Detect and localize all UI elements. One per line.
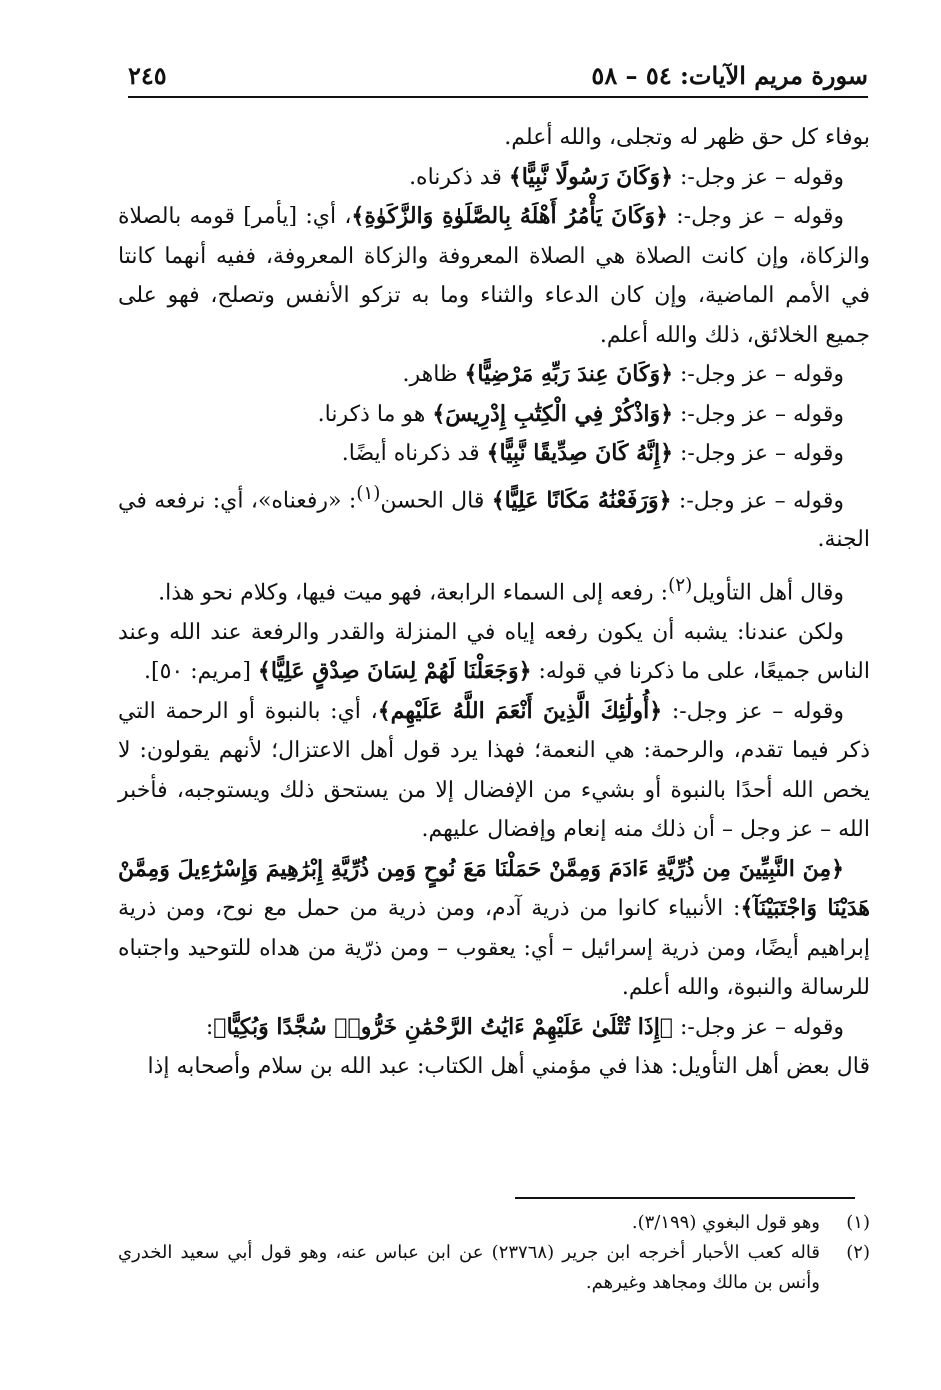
footnotes — [118, 1208, 870, 1298]
quran-verse: ﴿مِنَ النَّبِيِّينَ مِن ذُرِّيَّةِ ءَادَمَ وَمِمَّنْ حَمَلْنَا مَعَ نُوحٍ وَمِن ذُرِّيَّةِ إِبْرَٰهِيمَ وَإِسْرَٰٓءِيلَ وَمِمَّنْ هَدَيْنَا وَاجْتَبَيْنَآ﴾ — [118, 855, 870, 922]
main-text — [118, 118, 870, 1087]
paragraph: وقوله – عز وجل-: ﴿وَرَفَعْنَٰهُ مَكَانًا عَلِيًّا﴾ قال الحسن$^{(١)}$: «رفعناه»، أي: نرفعه في الجنة. — [118, 482, 870, 553]
page-number: ٢٤٥ — [128, 61, 167, 90]
surah-title: سورة مريم الآيات: ٥٤ – ٥٨ — [591, 61, 868, 90]
paragraph: وقوله – عز وجل-: ﴿إِذَا تُتْلَىٰ عَلَيْهِمْ ءَايَٰتُ الرَّحْمَٰنِ خَرُّوا۟ سُجَّدًا وَبُكِيًّا﴾: — [205, 1013, 844, 1040]
paragraph: وقوله – عز وجل-: ﴿وَكَانَ يَأْمُرُ أَهْلَهُ بِالصَّلَوٰةِ وَالزَّكَوٰةِ﴾، أي: [يأمر] قومه بالصلاة والزكاة، وإن كانت الصلاة هي الصلاة المعروفة والزكاة المعروفة، ففيه أنهما كانتا في الأمم الماضية، وإن كان الدعاء والثناء وما به تزكو الأنفس وتصلح، فهو على جميع الخلائق، ذلك والله أعلم. — [118, 203, 870, 348]
paragraph: ﴿مِنَ النَّبِيِّينَ مِن ذُرِّيَّةِ ءَادَمَ وَمِمَّنْ حَمَلْنَا مَعَ نُوحٍ وَمِن ذُرِّيَّةِ إِبْرَٰهِيمَ وَإِسْرَٰٓءِيلَ وَمِمَّنْ هَدَيْنَا وَاجْتَبَيْنَآ﴾: الأنبياء كانوا من ذرية آدم، ومن ذرية من حمل مع نوح، ومن ذرية إبراهيم أيضًا، ومن ذرية إسرائيل – أي: يعقوب – ومن ذرّية من هداه للتوحيد واجتباه للرسالة والنبوة، والله أعلم. — [118, 855, 870, 1001]
quran-verse: ﴿وَرَفَعْنَٰهُ مَكَانًا عَلِيًّا﴾ — [491, 486, 672, 513]
running-header — [128, 52, 868, 98]
footnote-mark: (١) — [846, 1212, 870, 1233]
paragraph: ولكن عندنا: يشبه أن يكون رفعه إياه في المنزلة والقدر والرفعة عند الله وعند الناس جميعًا، على ما ذكرنا في قوله: ﴿وَجَعَلْنَا لَهُمْ لِسَانَ صِدْقٍ عَلِيًّا﴾ [مريم: ٥٠]. — [118, 619, 870, 685]
paragraph: وقوله – عز وجل-: ﴿وَكَانَ عِندَ رَبِّهِ مَرْضِيًّا﴾ ظاهر. — [402, 361, 844, 387]
quran-verse: ﴿وَكَانَ يَأْمُرُ أَهْلَهُ بِالصَّلَوٰةِ وَالزَّكَوٰةِ﴾ — [351, 203, 669, 229]
paragraph: وقال أهل التأويل$^{(٢)}$: رفعه إلى السماء الرابعة، فهو ميت فيها، وكلام نحو هذا. — [158, 574, 844, 606]
footnote-ref: (١) — [356, 482, 381, 504]
quran-verse: ﴿وَاذْكُرْ فِي الْكِتَٰبِ إِدْرِيسَ﴾ — [432, 400, 674, 427]
quran-verse: ﴿إِنَّهُ كَانَ صِدِّيقًا نَّبِيًّا﴾ — [486, 440, 674, 466]
footnote — [118, 1208, 870, 1238]
footnote-text: قاله كعب الأحبار أخرجه ابن جرير (٢٣٧٦٨) عن ابن عباس عنه، وهو قول أبي سعيد الخدري وأنس بن مالك ومجاهد وغيرهم. — [118, 1242, 820, 1293]
footnote-ref: (٢) — [668, 574, 693, 596]
quran-verse: ﴿وَجَعَلْنَا لَهُمْ لِسَانَ صِدْقٍ عَلِيًّا﴾ — [257, 658, 532, 685]
footnote — [118, 1238, 870, 1298]
footnote-text: وهو قول البغوي (٣/١٩٩). — [631, 1212, 820, 1233]
quran-verse: ﴿أُولَٰئِكَ الَّذِينَ أَنْعَمَ اللَّهُ عَلَيْهِم﴾ — [377, 697, 663, 724]
footnote-mark: (٢) — [846, 1242, 870, 1263]
paragraph: وقوله – عز وجل-: ﴿أُولَٰئِكَ الَّذِينَ أَنْعَمَ اللَّهُ عَلَيْهِم﴾، أي: بالنبوة أو الرحمة التي ذكر فيما تقدم، والرحمة: هي النعمة؛ فهذا يرد قول أهل الاعتزال؛ لأنهم يقولون: لا يخص الله أحدًا بالنبوة أو بشيء من الإفضال إلا من يستحق ذلك ويستوجبه، فأخبر الله – عز وجل – أن ذلك منه إنعام وإفضال عليهم. — [118, 697, 870, 843]
paragraph: قال بعض أهل التأويل: هذا في مؤمني أهل الكتاب: عبد الله بن سلام وأصحابه إذا — [147, 1054, 870, 1080]
paragraph: وقوله – عز وجل-: ﴿وَاذْكُرْ فِي الْكِتَٰبِ إِدْرِيسَ﴾ هو ما ذكرنا. — [317, 400, 844, 427]
quran-verse: ﴿وَكَانَ رَسُولًا نَّبِيًّا﴾ — [508, 163, 674, 190]
paragraph: وقوله – عز وجل-: ﴿إِنَّهُ كَانَ صِدِّيقًا نَّبِيًّا﴾ قد ذكرناه أيضًا. — [341, 440, 844, 466]
paragraph: وقوله – عز وجل-: ﴿وَكَانَ رَسُولًا نَّبِيًّا﴾ قد ذكرناه. — [409, 163, 844, 190]
paragraph: بوفاء كل حق ظهر له وتجلى، والله أعلم. — [504, 125, 870, 150]
footnote-separator — [515, 1197, 855, 1199]
quran-verse: ﴿وَكَانَ عِندَ رَبِّهِ مَرْضِيًّا﴾ — [464, 361, 674, 387]
quran-verse: ﴿إِذَا تُتْلَىٰ عَلَيْهِمْ ءَايَٰتُ الرَّحْمَٰنِ خَرُّوا۟ سُجَّدًا وَبُكِيًّا﴾ — [213, 1013, 674, 1040]
